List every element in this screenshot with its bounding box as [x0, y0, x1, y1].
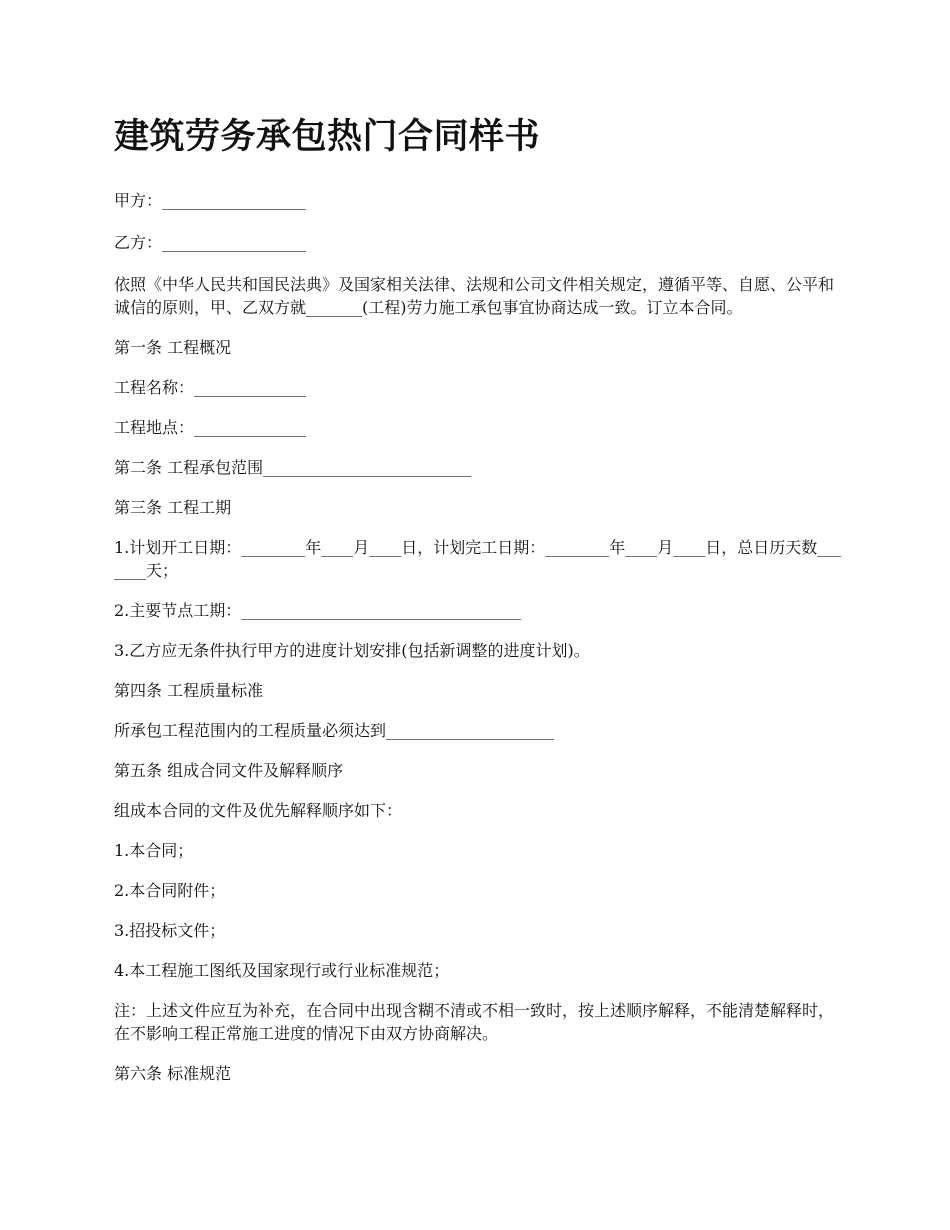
project-name-line: 工程名称：______________ — [114, 378, 307, 397]
document-order-item-3: 3.招投标文件； — [114, 921, 226, 940]
document-title: 建筑劳务承包热门合同样书 — [114, 117, 541, 157]
article3-heading: 第三条 工程工期 — [114, 498, 232, 517]
document-order-item-4: 4.本工程施工图纸及国家现行或行业标准规范； — [114, 961, 450, 980]
article4-heading: 第四条 工程质量标准 — [114, 681, 264, 700]
project-location-line: 工程地点：______________ — [114, 418, 307, 437]
party-b-line: 乙方：__________________ — [114, 233, 307, 252]
document-order-note: 注：上述文件应互为补充，在合同中出现含糊不清或不相一致时，按上述顺序解释，不能清楚解释时，在不影响工程正常施工进度的情况下由双方协商解决。 — [114, 1001, 835, 1043]
intro-paragraph: 依照《中华人民共和国民法典》及国家相关法律、法规和公司文件相关规定，遵循平等、自愿、公平和诚信的原则，甲、乙双方就_______(工程)劳力施工承包事宜协商达成一致。订立本合同。 — [114, 275, 835, 317]
article5-heading: 第五条 组成合同文件及解释顺序 — [114, 761, 344, 780]
article6-heading: 第六条 标准规范 — [114, 1064, 232, 1083]
schedule-item-3: 3.乙方应无条件执行甲方的进度计划安排(包括新调整的进度计划)。 — [114, 641, 590, 660]
article1-heading: 第一条 工程概况 — [114, 338, 232, 357]
article2-heading: 第二条 工程承包范围__________________________ — [114, 458, 472, 477]
schedule-item-2: 2.主要节点工期：___________________________________ — [114, 601, 522, 620]
quality-standard-line: 所承包工程范围内的工程质量必须达到_____________________ — [114, 721, 555, 740]
schedule-item-1: 1.计划开工日期：________年____月____日，计划完工日期：________年____月____日，总日历天数_______天； — [114, 538, 842, 580]
document-order-lead: 组成本合同的文件及优先解释顺序如下： — [114, 801, 403, 820]
party-a-line: 甲方：__________________ — [114, 191, 307, 210]
document-order-item-2: 2.本合同附件； — [114, 881, 226, 900]
document-order-item-1: 1.本合同； — [114, 841, 194, 860]
document-page — [114, 115, 844, 1102]
